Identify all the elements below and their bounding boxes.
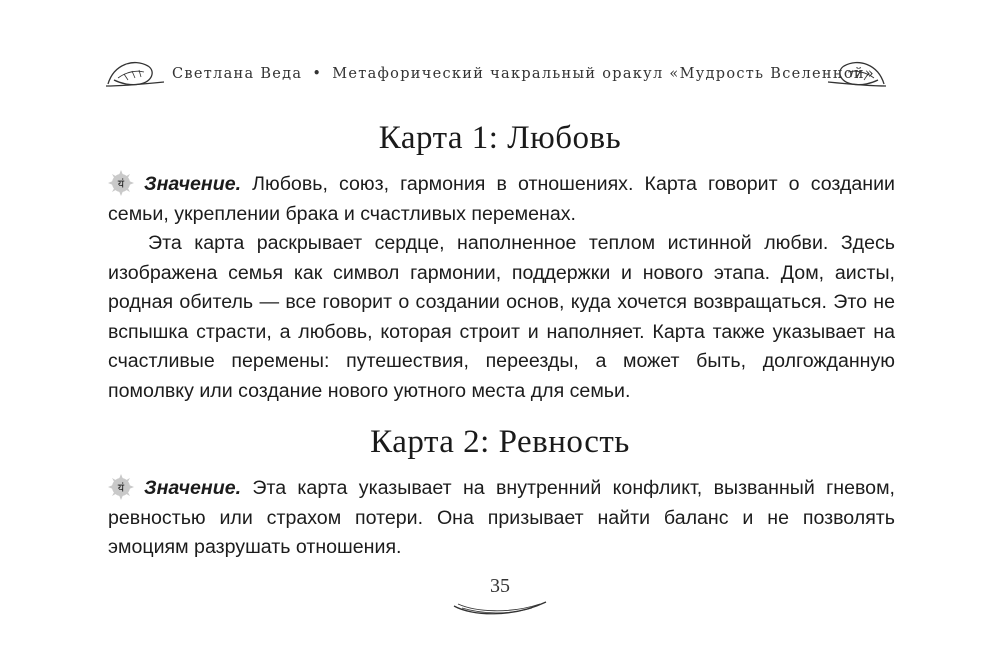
card-1-meaning <box>108 170 895 229</box>
meaning-label: Значение. <box>144 173 242 195</box>
feather-ornament-icon <box>452 598 548 620</box>
card-2-meaning <box>108 474 895 563</box>
card-2-title: Карта 2: Ревность <box>370 424 630 460</box>
header-separator: • <box>312 66 323 82</box>
meaning-text: Эта карта указывает на внутренний конфликт, вызванный гневом, ревностью или страхом потери. Она призывает найти баланс и не позволять эмоциям разрушать отношения. <box>108 477 895 558</box>
leaf-ornament-icon <box>826 56 888 92</box>
chakra-glyph: यं <box>117 481 125 495</box>
header-author: Светлана Веда <box>172 66 303 82</box>
header-book-title: Метафорический чакральный оракул «Мудрость Вселенной» <box>332 66 875 82</box>
card-1-description: Эта карта раскрывает сердце, наполненное теплом истинной любви. Здесь изображена семья как символ гармонии, поддержки и нового этапа. Дом, аисты, родная обитель — все говорит о создании основ, куда хочется возвращаться. Это не вспышка страсти, а любовь, которая строит и наполняет. Карта также указывает на счастливые перемены: путешествия, переезды, а может быть, долгожданную помолвку или создание нового уютного места для семьи. <box>108 232 895 402</box>
leaf-ornament-icon <box>104 56 166 92</box>
chakra-glyph: यं <box>117 177 125 191</box>
page-number: 35 <box>490 575 510 597</box>
card-1-title: Карта 1: Любовь <box>378 120 622 156</box>
running-header <box>0 52 1000 102</box>
chakra-symbol-icon <box>108 474 134 500</box>
chakra-symbol-icon <box>108 170 134 196</box>
header-text <box>172 66 875 82</box>
meaning-label: Значение. <box>144 477 242 499</box>
meaning-text: Любовь, союз, гармония в отношениях. Карта говорит о создании семьи, укреплении брака и счастливых переменах. <box>108 173 895 225</box>
